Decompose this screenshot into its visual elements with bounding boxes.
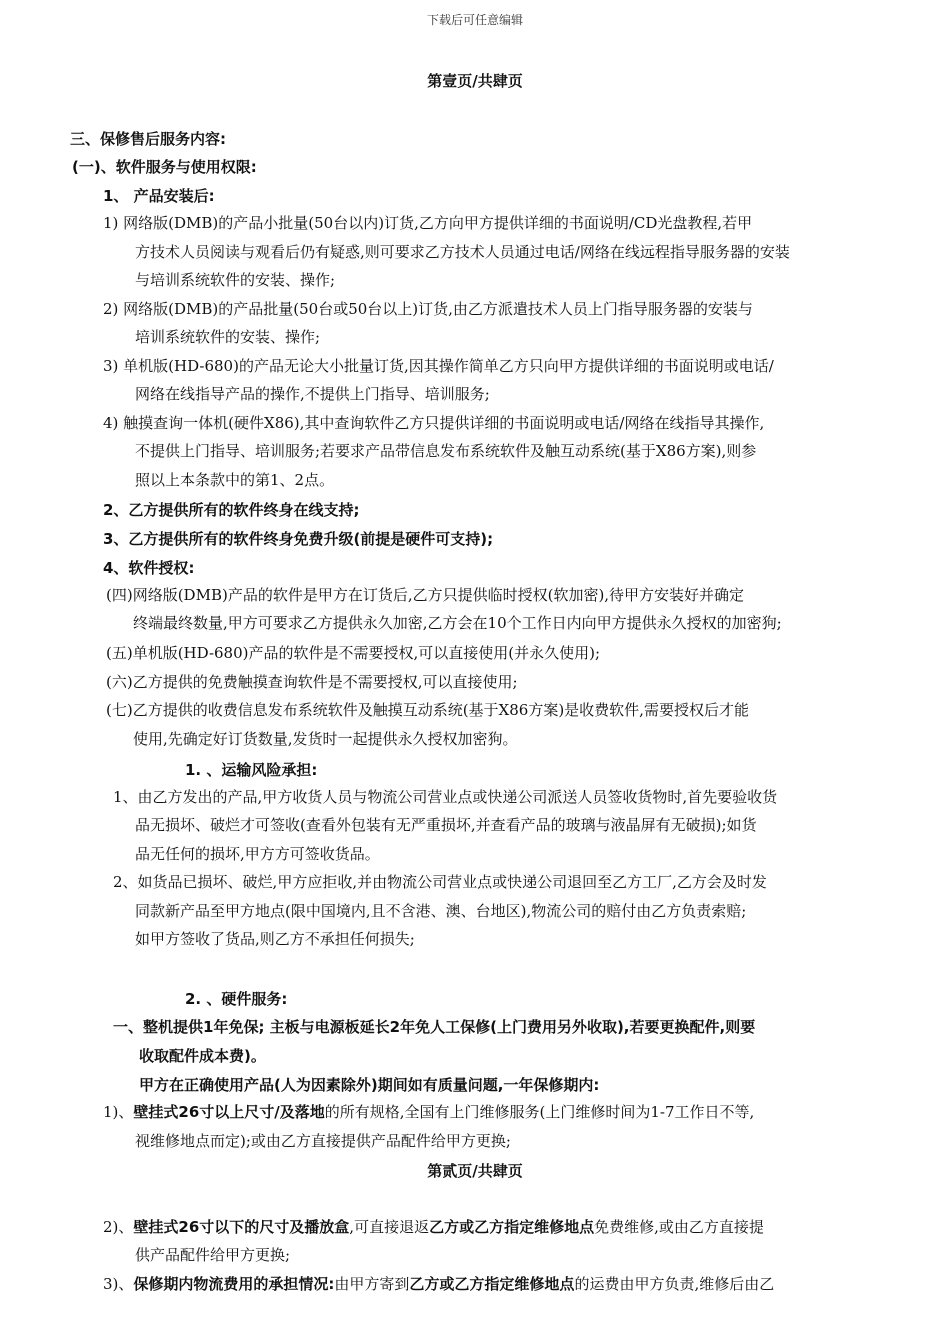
paragraph-line: 甲方在正确使用产品(人为因素除外)期间如有质量问题,一年保修期内:	[139, 1076, 600, 1094]
paragraph-line: 1、由乙方发出的产品,甲方收货人员与物流公司营业点或快递公司派送人员签收货物时,首先要验收货	[113, 788, 778, 806]
paragraph-line: (七)乙方提供的收费信息发布系统软件及触摸互动系统(基于X86方案)是收费软件,需要授权后才能	[106, 701, 749, 719]
paragraph-line: 1) 网络版(DMB)的产品小批量(50台以内)订货,乙方向甲方提供详细的书面说明/CD光盘教程,若甲	[103, 214, 753, 232]
paragraph-line: 方技术人员阅读与观看后仍有疑惑,则可要求乙方技术人员通过电话/网络在线远程指导服务器的安装	[135, 243, 790, 261]
body-text: ,可直接退返	[349, 1218, 430, 1236]
list-marker: 1)、	[103, 1103, 134, 1121]
paragraph-line: 培训系统软件的安装、操作;	[135, 328, 321, 346]
paragraph-line	[103, 1102, 754, 1122]
list-marker: 2)、	[103, 1218, 134, 1236]
body-text: 的运费由甲方负责,维修后由乙	[574, 1275, 775, 1293]
item-heading: 3、乙方提供所有的软件终身免费升级(前提是硬件可支持);	[103, 530, 494, 548]
emphasis-text: 乙方或乙方指定维修地点	[429, 1218, 595, 1236]
section-heading: 三、保修售后服务内容:	[70, 130, 226, 148]
paragraph-line: (六)乙方提供的免费触摸查询软件是不需要授权,可以直接使用;	[106, 673, 518, 691]
page-number-label: 第壹页/共肆页	[427, 72, 523, 90]
body-text: 的所有规格,全国有上门维修服务(上门维修时间为1-7工作日不等,	[324, 1103, 755, 1121]
paragraph-line	[103, 1217, 764, 1237]
paragraph-line: 照以上本条款中的第1、2点。	[135, 471, 335, 489]
item-heading: 4、软件授权:	[103, 559, 195, 577]
item-heading: 1、 产品安装后:	[103, 187, 215, 205]
page-header: 下载后可任意编辑	[426, 13, 523, 27]
paragraph-line: 4) 触摸查询一体机(硬件X86),其中查询软件乙方只提供详细的书面说明或电话/网络在线指导其操作,	[103, 414, 765, 432]
paragraph-line: 2、如货品已损坏、破烂,甲方应拒收,并由物流公司营业点或快递公司退回至乙方工厂,乙方会及时发	[113, 873, 767, 891]
paragraph-line: 不提供上门指导、培训服务;若要求产品带信息发布系统软件及触互动系统(基于X86方案),则参	[135, 442, 757, 460]
paragraph-line: (五)单机版(HD-680)产品的软件是不需要授权,可以直接使用(并永久使用);	[106, 644, 601, 662]
paragraph-line: 网络在线指导产品的操作,不提供上门指导、培训服务;	[135, 385, 490, 403]
list-marker: 3)、	[103, 1275, 134, 1293]
body-text: 由甲方寄到	[334, 1275, 410, 1293]
paragraph-line: 2) 网络版(DMB)的产品批量(50台或50台以上)订货,由乙方派遣技术人员上门指导服务器的安装与	[103, 300, 753, 318]
paragraph-line: 视维修地点而定);或由乙方直接提供产品配件给甲方更换;	[135, 1132, 511, 1150]
paragraph-line: 如甲方签收了货品,则乙方不承担任何损失;	[135, 930, 415, 948]
paragraph-line	[103, 1274, 774, 1294]
item-heading: 2. 、硬件服务:	[185, 990, 288, 1008]
paragraph-line: 与培训系统软件的安装、操作;	[135, 271, 336, 289]
paragraph-line: 一、整机提供1年免保; 主板与电源板延长2年免人工保修(上门费用另外收取),若要更换配件,则要	[113, 1018, 756, 1036]
paragraph-line: 品无任何的损坏,甲方方可签收货品。	[135, 845, 380, 863]
emphasis-text: 壁挂式26寸以下的尺寸及播放盒	[133, 1218, 350, 1236]
emphasis-text: 乙方或乙方指定维修地点	[409, 1275, 575, 1293]
paragraph-line: 收取配件成本费)。	[139, 1047, 266, 1065]
page-number-label: 第贰页/共肆页	[427, 1162, 523, 1180]
paragraph-line: 终端最终数量,甲方可要求乙方提供永久加密,乙方会在10个工作日内向甲方提供永久授权的加密狗;	[133, 614, 782, 632]
emphasis-text: 壁挂式26寸以上尺寸/及落地	[133, 1103, 325, 1121]
paragraph-line: 同款新产品至甲方地点(限中国境内,且不含港、澳、台地区),物流公司的赔付由乙方负责索赔;	[135, 902, 747, 920]
paragraph-line: (四)网络版(DMB)产品的软件是甲方在订货后,乙方只提供临时授权(软加密),待甲方安装好并确定	[106, 586, 745, 604]
item-heading: 2、乙方提供所有的软件终身在线支持;	[103, 501, 360, 519]
paragraph-line: 品无损坏、破烂才可签收(查看外包装有无严重损坏,并查看产品的玻璃与液晶屏有无破损);如货	[135, 816, 757, 834]
emphasis-text: 保修期内物流费用的承担情况:	[133, 1275, 335, 1293]
item-heading: 1. 、运输风险承担:	[185, 761, 318, 779]
body-text: 免费维修,或由乙方直接提	[594, 1218, 764, 1236]
subsection-heading: (一)、软件服务与使用权限:	[72, 158, 257, 176]
paragraph-line: 供产品配件给甲方更换;	[135, 1246, 291, 1264]
paragraph-line: 3) 单机版(HD-680)的产品无论大小批量订货,因其操作简单乙方只向甲方提供详细的书面说明或电话/	[103, 357, 774, 375]
paragraph-line: 使用,先确定好订货数量,发货时一起提供永久授权加密狗。	[133, 730, 518, 748]
